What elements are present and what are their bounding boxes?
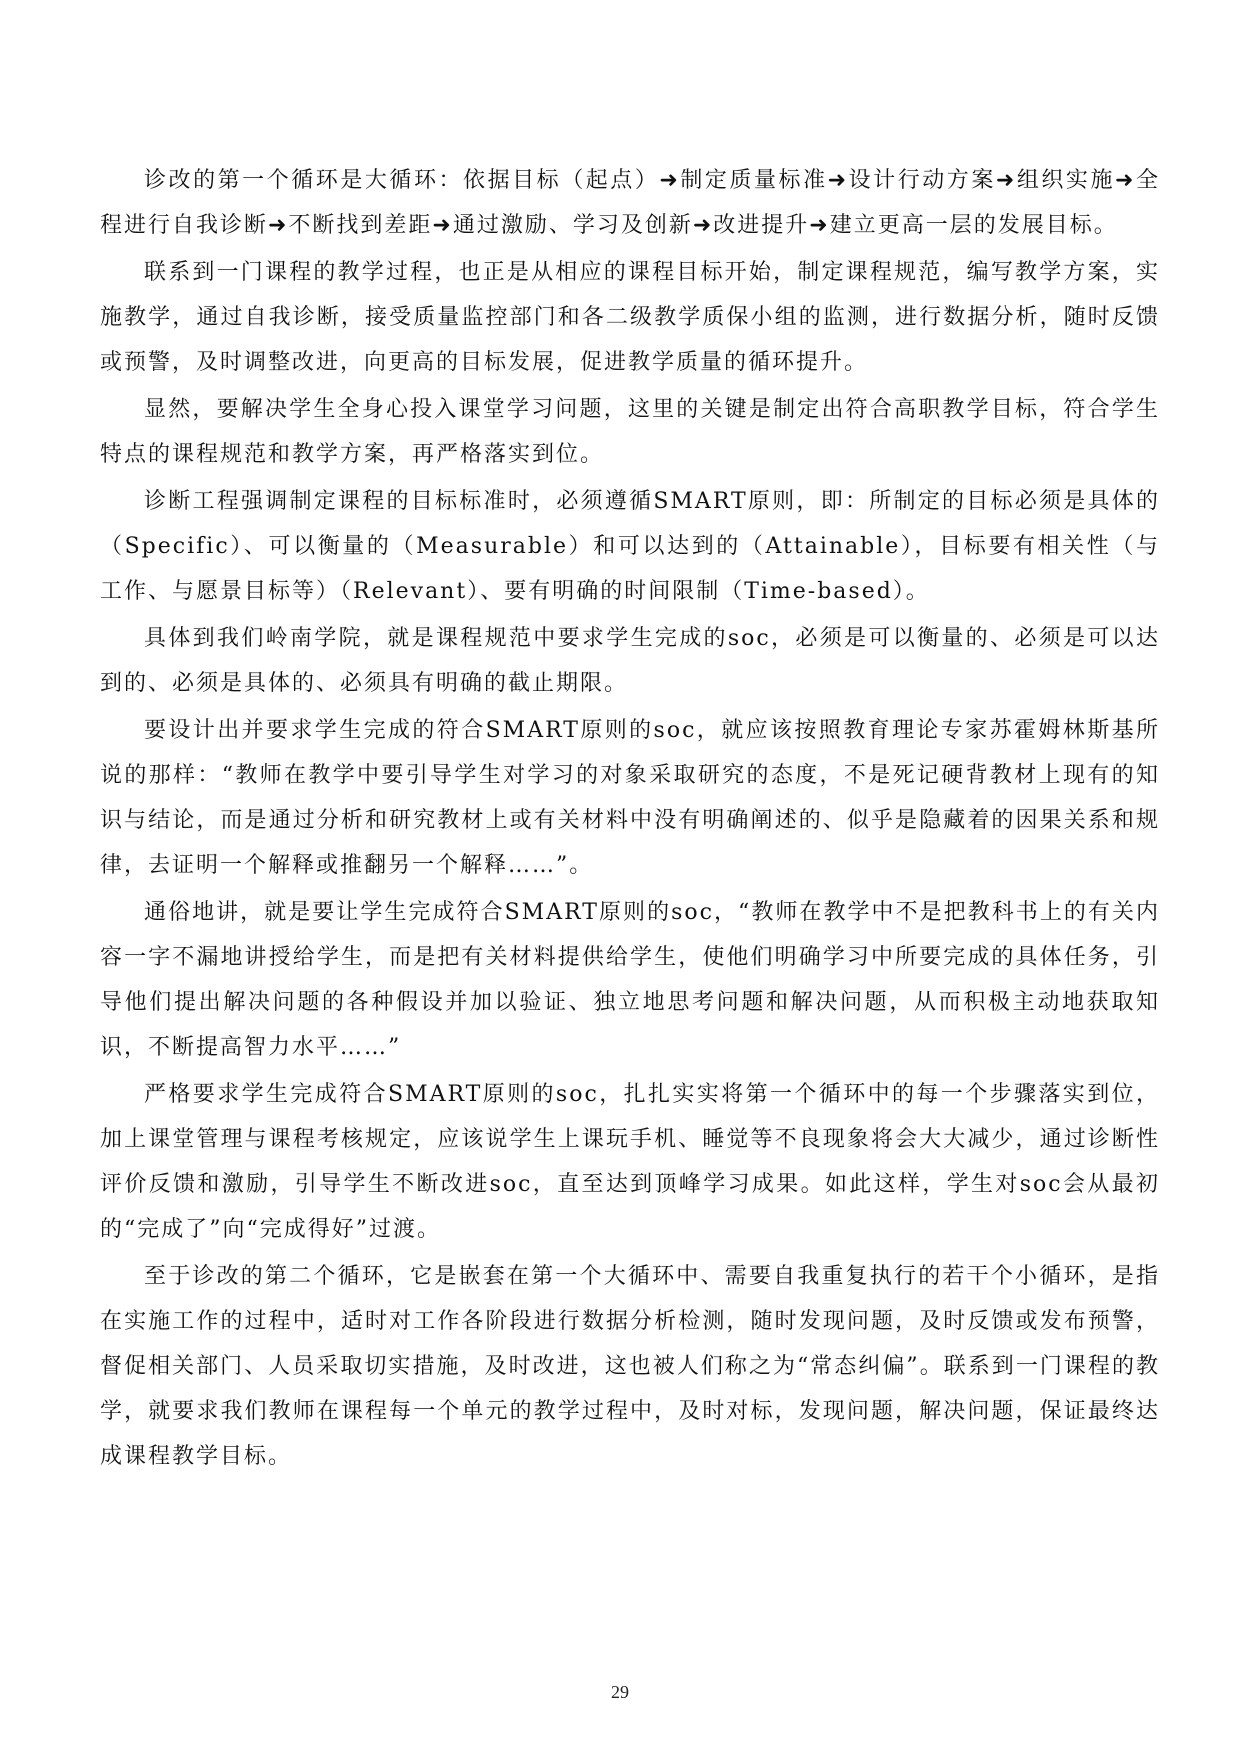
paragraph-key-point: 显然，要解决学生全身心投入课堂学习问题，这里的关键是制定出符合高职教学目标，符合学生特点的课程规范和教学方案，再严格落实到位。 — [100, 397, 1160, 467]
paragraph-sukhomlinsky-quote: 要设计出并要求学生完成的符合SMART原则的soc，就应该按照教育理论专家苏霍姆林斯基所说的那样：“教师在教学中要引导学生对学习的对象采取研究的态度，不是死记硬背教材上现有的知识与结论，而是通过分析和研究教材上或有关材料中没有明确阐述的、似乎是隐藏着的因果关系和规律，去证明一个解释或推翻另一个解释……”。 — [100, 718, 1160, 878]
body-text — [100, 158, 1160, 1481]
paragraph-second-cycle: 至于诊改的第二个循环，它是嵌套在第一个大循环中、需要自我重复执行的若干个小循环，是指在实施工作的过程中，适时对工作各阶段进行数据分析检测，随时发现问题，及时反馈或发布预警，督促相关部门、人员采取切实措施，及时改进，这也被人们称之为“常态纠偏”。联系到一门课程的教学，就要求我们教师在课程每一个单元的教学过程中，及时对标，发现问题，解决问题，保证最终达成课程教学目标。 — [100, 1264, 1160, 1469]
paragraph-course-process: 联系到一门课程的教学过程，也正是从相应的课程目标开始，制定课程规范，编写教学方案，实施教学，通过自我诊断，接受质量监控部门和各二级教学质保小组的监测，进行数据分析，随时反馈或预警，及时调整改进，向更高的目标发展，促进教学质量的循环提升。 — [100, 260, 1160, 375]
paragraph-smart-principle: 诊断工程强调制定课程的目标标准时，必须遵循SMART原则，即：所制定的目标必须是具体的（Specific）、可以衡量的（Measurable）和可以达到的（Attainable），目标要有相关性（与工作、与愿景目标等）（Relevant）、要有明确的时间限制（Time-based）。 — [100, 489, 1160, 604]
paragraph-plain-explanation: 通俗地讲，就是要让学生完成符合SMART原则的soc，“教师在教学中不是把教科书上的有关内容一字不漏地讲授给学生，而是把有关材料提供给学生，使他们明确学习中所要完成的具体任务，引导他们提出解决问题的各种假设并加以验证、独立地思考问题和解决问题，从而积极主动地获取知识，不断提高智力水平……” — [100, 900, 1160, 1060]
paragraph-strict-requirements: 严格要求学生完成符合SMART原则的soc，扎扎实实将第一个循环中的每一个步骤落实到位，加上课堂管理与课程考核规定，应该说学生上课玩手机、睡觉等不良现象将会大大减少，通过诊断性评价反馈和激励，引导学生不断改进soc，直至达到顶峰学习成果。如此这样，学生对soc会从最初的“完成了”向“完成得好”过渡。 — [100, 1082, 1160, 1242]
paragraph-big-cycle: 诊改的第一个循环是大循环：依据目标（起点）➜制定质量标准➜设计行动方案➜组织实施➜全程进行自我诊断➜不断找到差距➜通过激励、学习及创新➜改进提升➜建立更高一层的发展目标。 — [100, 168, 1160, 238]
page-number: 29 — [611, 1682, 629, 1702]
paragraph-lingnan-college: 具体到我们岭南学院，就是课程规范中要求学生完成的soc，必须是可以衡量的、必须是可以达到的、必须是具体的、必须具有明确的截止期限。 — [100, 626, 1160, 696]
